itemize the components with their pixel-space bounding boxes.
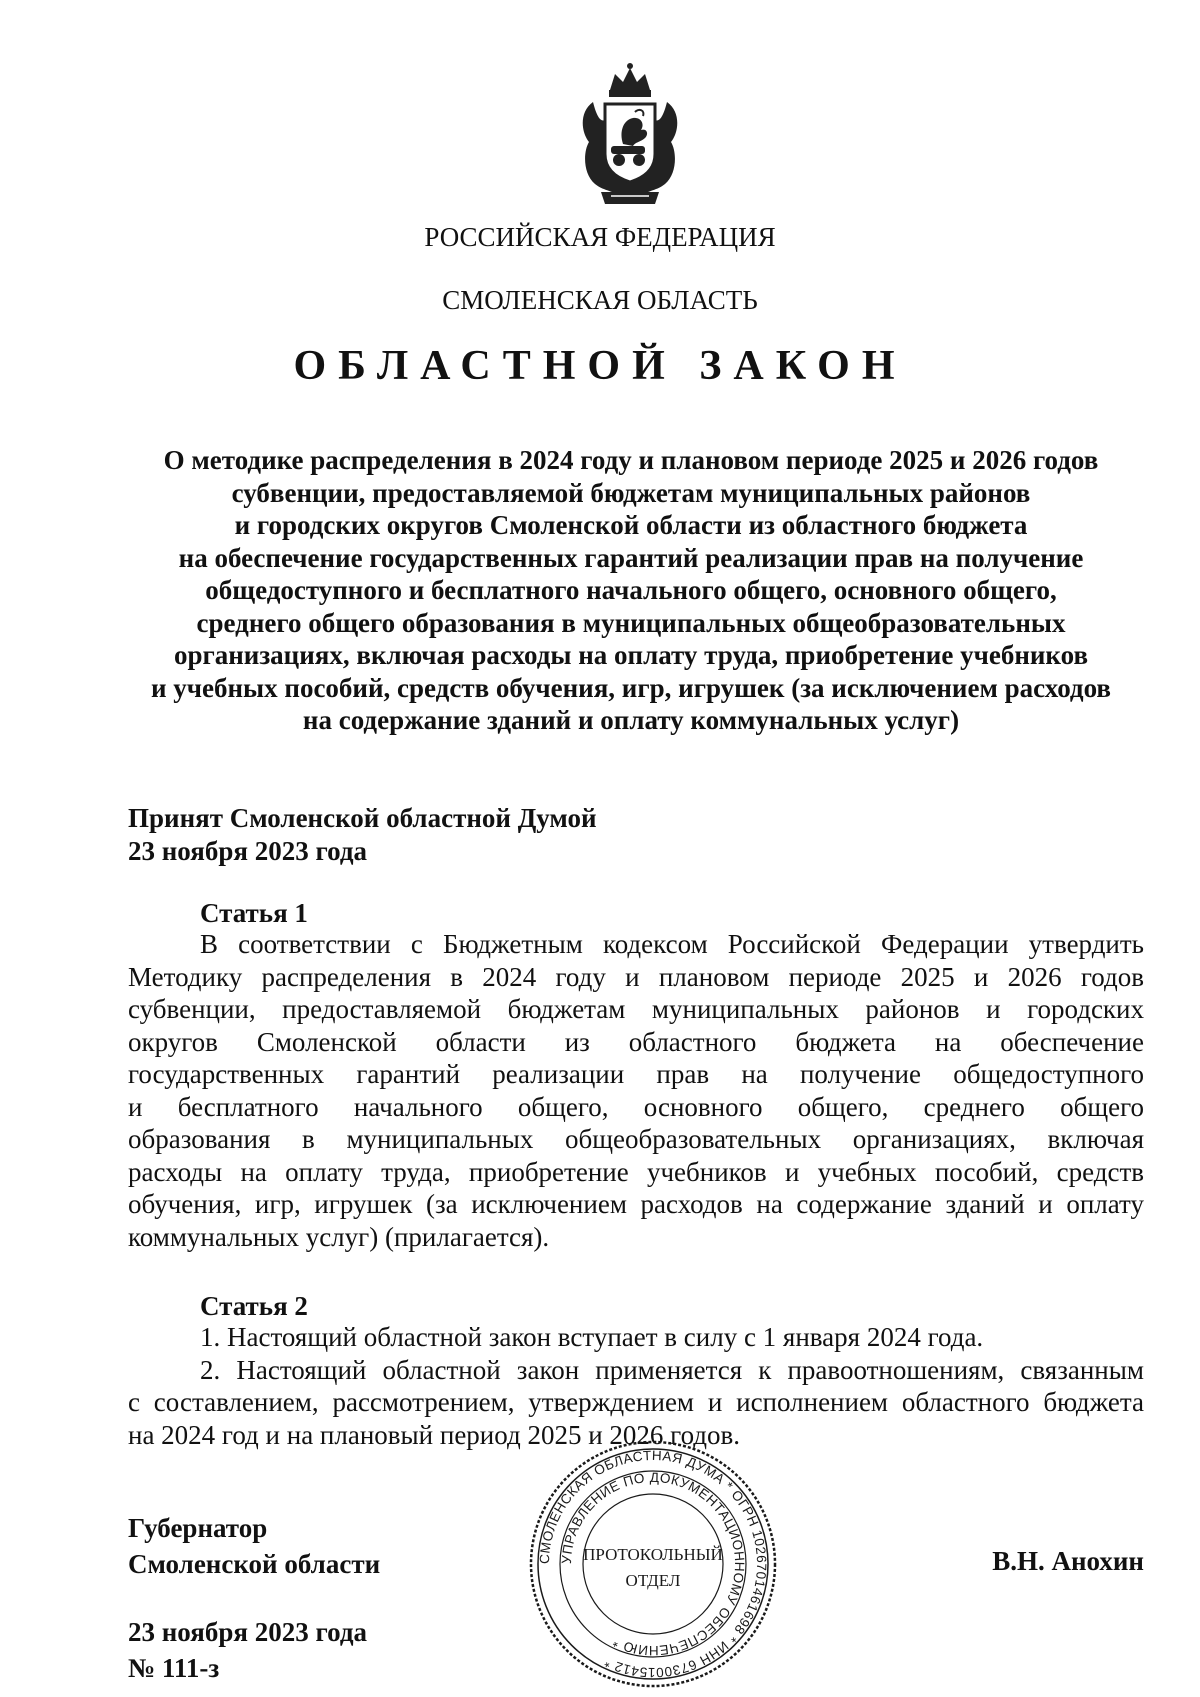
article-1-line: субвенции, предоставляемой бюджетам муниципальных районов и городских [128,994,1144,1024]
governor-title: Губернатор [128,1513,268,1543]
article-1-line: округов Смоленской области из областного бюджета на обеспечение [128,1026,1144,1057]
article-2-line: 1. Настоящий областной закон вступает в силу с 1 января 2024 года. [200,1322,984,1352]
article-1-line: Методику распределения в 2024 году и плановом периоде 2025 и 2026 годов [128,961,1144,992]
article-2-line: 2. Настоящий областной закон применяется к правоотношениям, связанным [200,1354,1144,1385]
subject-line: и городских округов Смоленской области из областного бюджета [234,510,1028,540]
article-2-title: Статья 2 [200,1291,308,1321]
article-2-line: на 2024 год и на плановый период 2025 и 2026 годов. [128,1419,741,1450]
governor-position [128,1510,380,1582]
official-seal-stamp [527,1438,779,1690]
svg-text:ПРОТОКОЛЬНЫЙ: ПРОТОКОЛЬНЫЙ [583,1545,723,1564]
article-2-body [128,1321,1144,1451]
law-date-number [128,1614,367,1686]
subject-line: и учебных пособий, средств обучения, игр, игрушек (за исключением расходов [150,672,1112,703]
article-2-line: с составлением, рассмотрением, утверждением и исполнением областного бюджета [128,1387,1144,1417]
subject-line: О методике распределения в 2024 году и плановом периоде 2025 и 2026 годов [163,445,1099,475]
region-header: СМОЛЕНСКАЯ ОБЛАСТЬ [442,285,758,315]
svg-text:СМОЛЕНСКАЯ ОБЛАСТНАЯ ДУМА * ОГ: СМОЛЕНСКАЯ ОБЛАСТНАЯ ДУМА * ОГРН 1026701461698 * ИНН 6730015412 * [536,1447,770,1681]
svg-text:ОТДЕЛ: ОТДЕЛ [625,1571,681,1590]
law-number: № 111-з [128,1653,220,1683]
subject-line: субвенции, предоставляемой бюджетам муниципальных районов [231,477,1031,508]
governor-region: Смоленской области [128,1549,381,1579]
article-1-line: В соответствии с Бюджетным кодексом Российской Федерации утвердить [200,929,1144,959]
article-1-title: Статья 1 [200,898,308,928]
adoption-date: 23 ноября 2023 года [128,836,367,866]
article-1-line: коммунальных услуг) (прилагается). [128,1221,550,1252]
federation-header: РОССИЙСКАЯ ФЕДЕРАЦИЯ [424,222,776,252]
law-type-title: ОБЛАСТНОЙ ЗАКОН [293,343,907,389]
subject-line: организациях, включая расходы на оплату труда, приобретение учебников [173,640,1089,670]
subject-line: среднего общего образования в муниципальных общеобразовательных [196,607,1066,638]
adoption-body: Принят Смоленской областной Думой [128,803,597,833]
article-1-line: государственных гарантий реализации прав на получение общедоступного [128,1059,1144,1089]
law-date: 23 ноября 2023 года [128,1617,367,1647]
subject-line: на содержание зданий и оплату коммунальных услуг) [302,705,960,735]
article-1-line: и бесплатного начального общего, основного общего, среднего общего [128,1091,1144,1122]
article-1-line: расходы на оплату труда, приобретение учебников и учебных пособий, средств [128,1156,1144,1187]
law-subject-title [118,444,1144,737]
article-1-line: обучения, игр, игрушек (за исключением расходов на содержание зданий и оплату [128,1189,1144,1219]
smolensk-coat-of-arms-icon [575,62,685,212]
signer-name: В.Н. Анохин [992,1546,1144,1576]
article-1-body [128,928,1144,1253]
subject-line: общедоступного и бесплатного начального общего, основного общего, [205,575,1057,605]
article-1-line: образования в муниципальных общеобразовательных организациях, включая [128,1124,1144,1154]
adoption-note [128,802,597,868]
svg-text:УПРАВЛЕНИЕ ПО ДОКУМЕНТАЦИОННОМ: УПРАВЛЕНИЕ ПО ДОКУМЕНТАЦИОННОМУ ОБЕСПЕЧЕНИЮ * [558,1469,748,1659]
subject-line: на обеспечение государственных гарантий реализации прав на получение [178,542,1084,573]
